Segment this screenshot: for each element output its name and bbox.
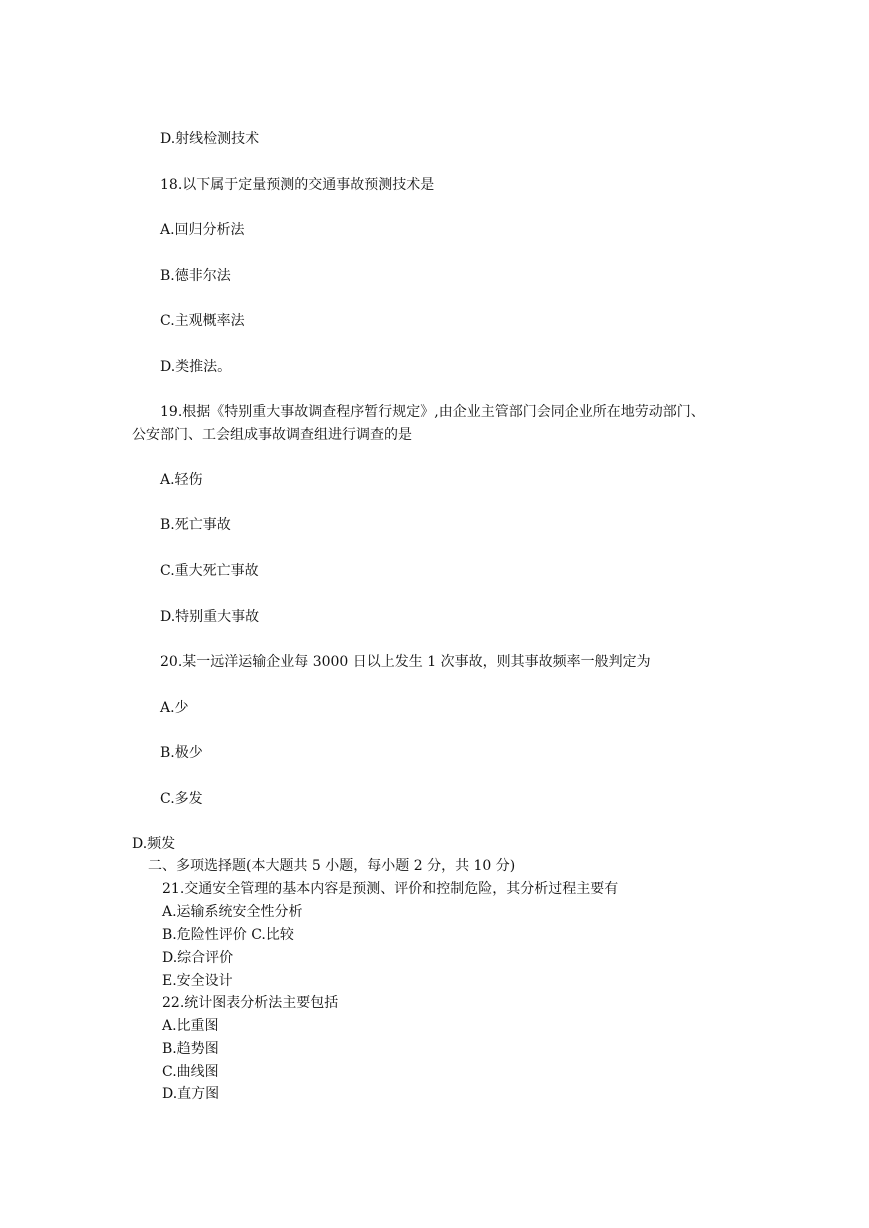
section-heading-multiple-choice: 二、多项选择题(本大题共 5 小题，每小题 2 分，共 10 分) [148,858,516,874]
q18-option-a: A.回归分析法 [160,222,245,238]
q21-option-d: D.综合评价 [162,950,234,966]
q18-option-c: C.主观概率法 [160,313,245,329]
q19-question-line1: 19.根据《特别重大事故调查程序暂行规定》,由企业主管部门会同企业所在地劳动部门、 [160,404,705,420]
q20-option-c: C.多发 [160,791,203,807]
q20-option-b: B.极少 [160,745,203,761]
q19-option-a: A.轻伤 [160,472,203,488]
q20-question: 20.某一远洋运输企业每 3000 日以上发生 1 次事故，则其事故频率一般判定为 [160,654,651,670]
q20-option-d: D.频发 [132,836,176,852]
q21-option-e: E.安全设计 [162,973,233,989]
q22-option-d: D.直方图 [162,1086,220,1102]
q19-question-line2: 公安部门、工会组成事故调查组进行调查的是 [132,427,412,443]
q21-question: 21.交通安全管理的基本内容是预测、评价和控制危险，其分析过程主要有 [162,881,619,897]
q18-question: 18.以下属于定量预测的交通事故预测技术是 [160,177,435,193]
q22-option-a: A.比重图 [162,1018,219,1034]
q19-option-c: C.重大死亡事故 [160,563,259,579]
q18-option-d: D.类推法。 [160,359,232,375]
q19-option-b: B.死亡事故 [160,517,231,533]
q17-option-d: D.射线检测技术 [160,131,260,147]
q22-option-c: C.曲线图 [162,1064,219,1080]
q22-option-b: B.趋势图 [162,1041,219,1057]
q21-option-a: A.运输系统安全性分析 [162,904,303,920]
q20-option-a: A.少 [160,700,189,716]
q19-option-d: D.特别重大事故 [160,609,260,625]
q18-option-b: B.德非尔法 [160,268,231,284]
q22-question: 22.统计图表分析法主要包括 [162,995,339,1011]
q21-option-b-c: B.危险性评价 C.比较 [162,927,294,943]
